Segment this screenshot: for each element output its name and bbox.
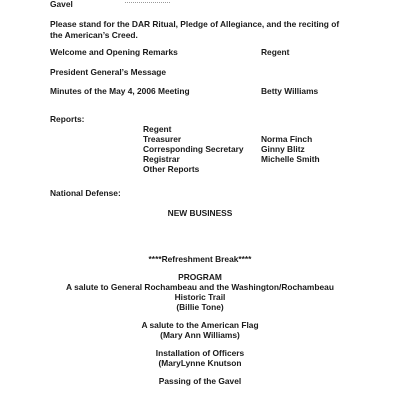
report-person-registrar: Michelle Smith: [261, 154, 320, 164]
ritual-instruction-line1: Please stand for the DAR Ritual, Pledge of Allegiance, and the reciting of: [50, 19, 340, 29]
agenda-item-president-general: President General’s Message: [50, 67, 167, 77]
flag-salute-presenter: (Mary Ann Williams): [160, 330, 240, 340]
new-business-heading: NEW BUSINESS: [167, 208, 233, 218]
national-defense-heading: National Defense:: [50, 188, 121, 198]
rochambeau-salute-line2: Historic Trail: [174, 292, 226, 302]
report-role-other-reports: Other Reports: [143, 164, 200, 174]
passing-of-gavel: Passing of the Gavel: [158, 376, 242, 386]
installation-of-officers-line: Installation of Officers: [155, 348, 245, 358]
report-person-corresponding-secretary: Ginny Blitz: [261, 144, 305, 154]
report-role-registrar: Registrar: [143, 154, 180, 164]
rochambeau-presenter: (Billie Tone): [176, 302, 224, 312]
refreshment-break: ****Refreshment Break****: [148, 254, 252, 264]
reports-heading: Reports:: [50, 114, 85, 124]
ritual-instruction-line2: the American’s Creed.: [50, 30, 138, 40]
agenda-item-minutes: Minutes of the May 4, 2006 Meeting: [50, 86, 190, 96]
gavel-item: Gavel: [50, 0, 73, 9]
cut-off-text-top: [125, 0, 170, 3]
agenda-person-welcome: Regent: [261, 47, 290, 57]
report-person-treasurer: Norma Finch: [261, 134, 313, 144]
report-role-treasurer: Treasurer: [143, 134, 182, 144]
flag-salute-line: A salute to the American Flag: [141, 320, 259, 330]
agenda-item-welcome: Welcome and Opening Remarks: [50, 47, 178, 57]
program-heading: PROGRAM: [178, 272, 222, 282]
report-role-regent: Regent: [143, 124, 172, 134]
installation-presenter: (MaryLynne Knutson: [158, 358, 242, 368]
rochambeau-salute-line1: A salute to General Rochambeau and the Washington/Rochambeau: [66, 282, 334, 292]
agenda-person-minutes: Betty Williams: [261, 86, 319, 96]
report-role-corresponding-secretary: Corresponding Secretary: [143, 144, 244, 154]
